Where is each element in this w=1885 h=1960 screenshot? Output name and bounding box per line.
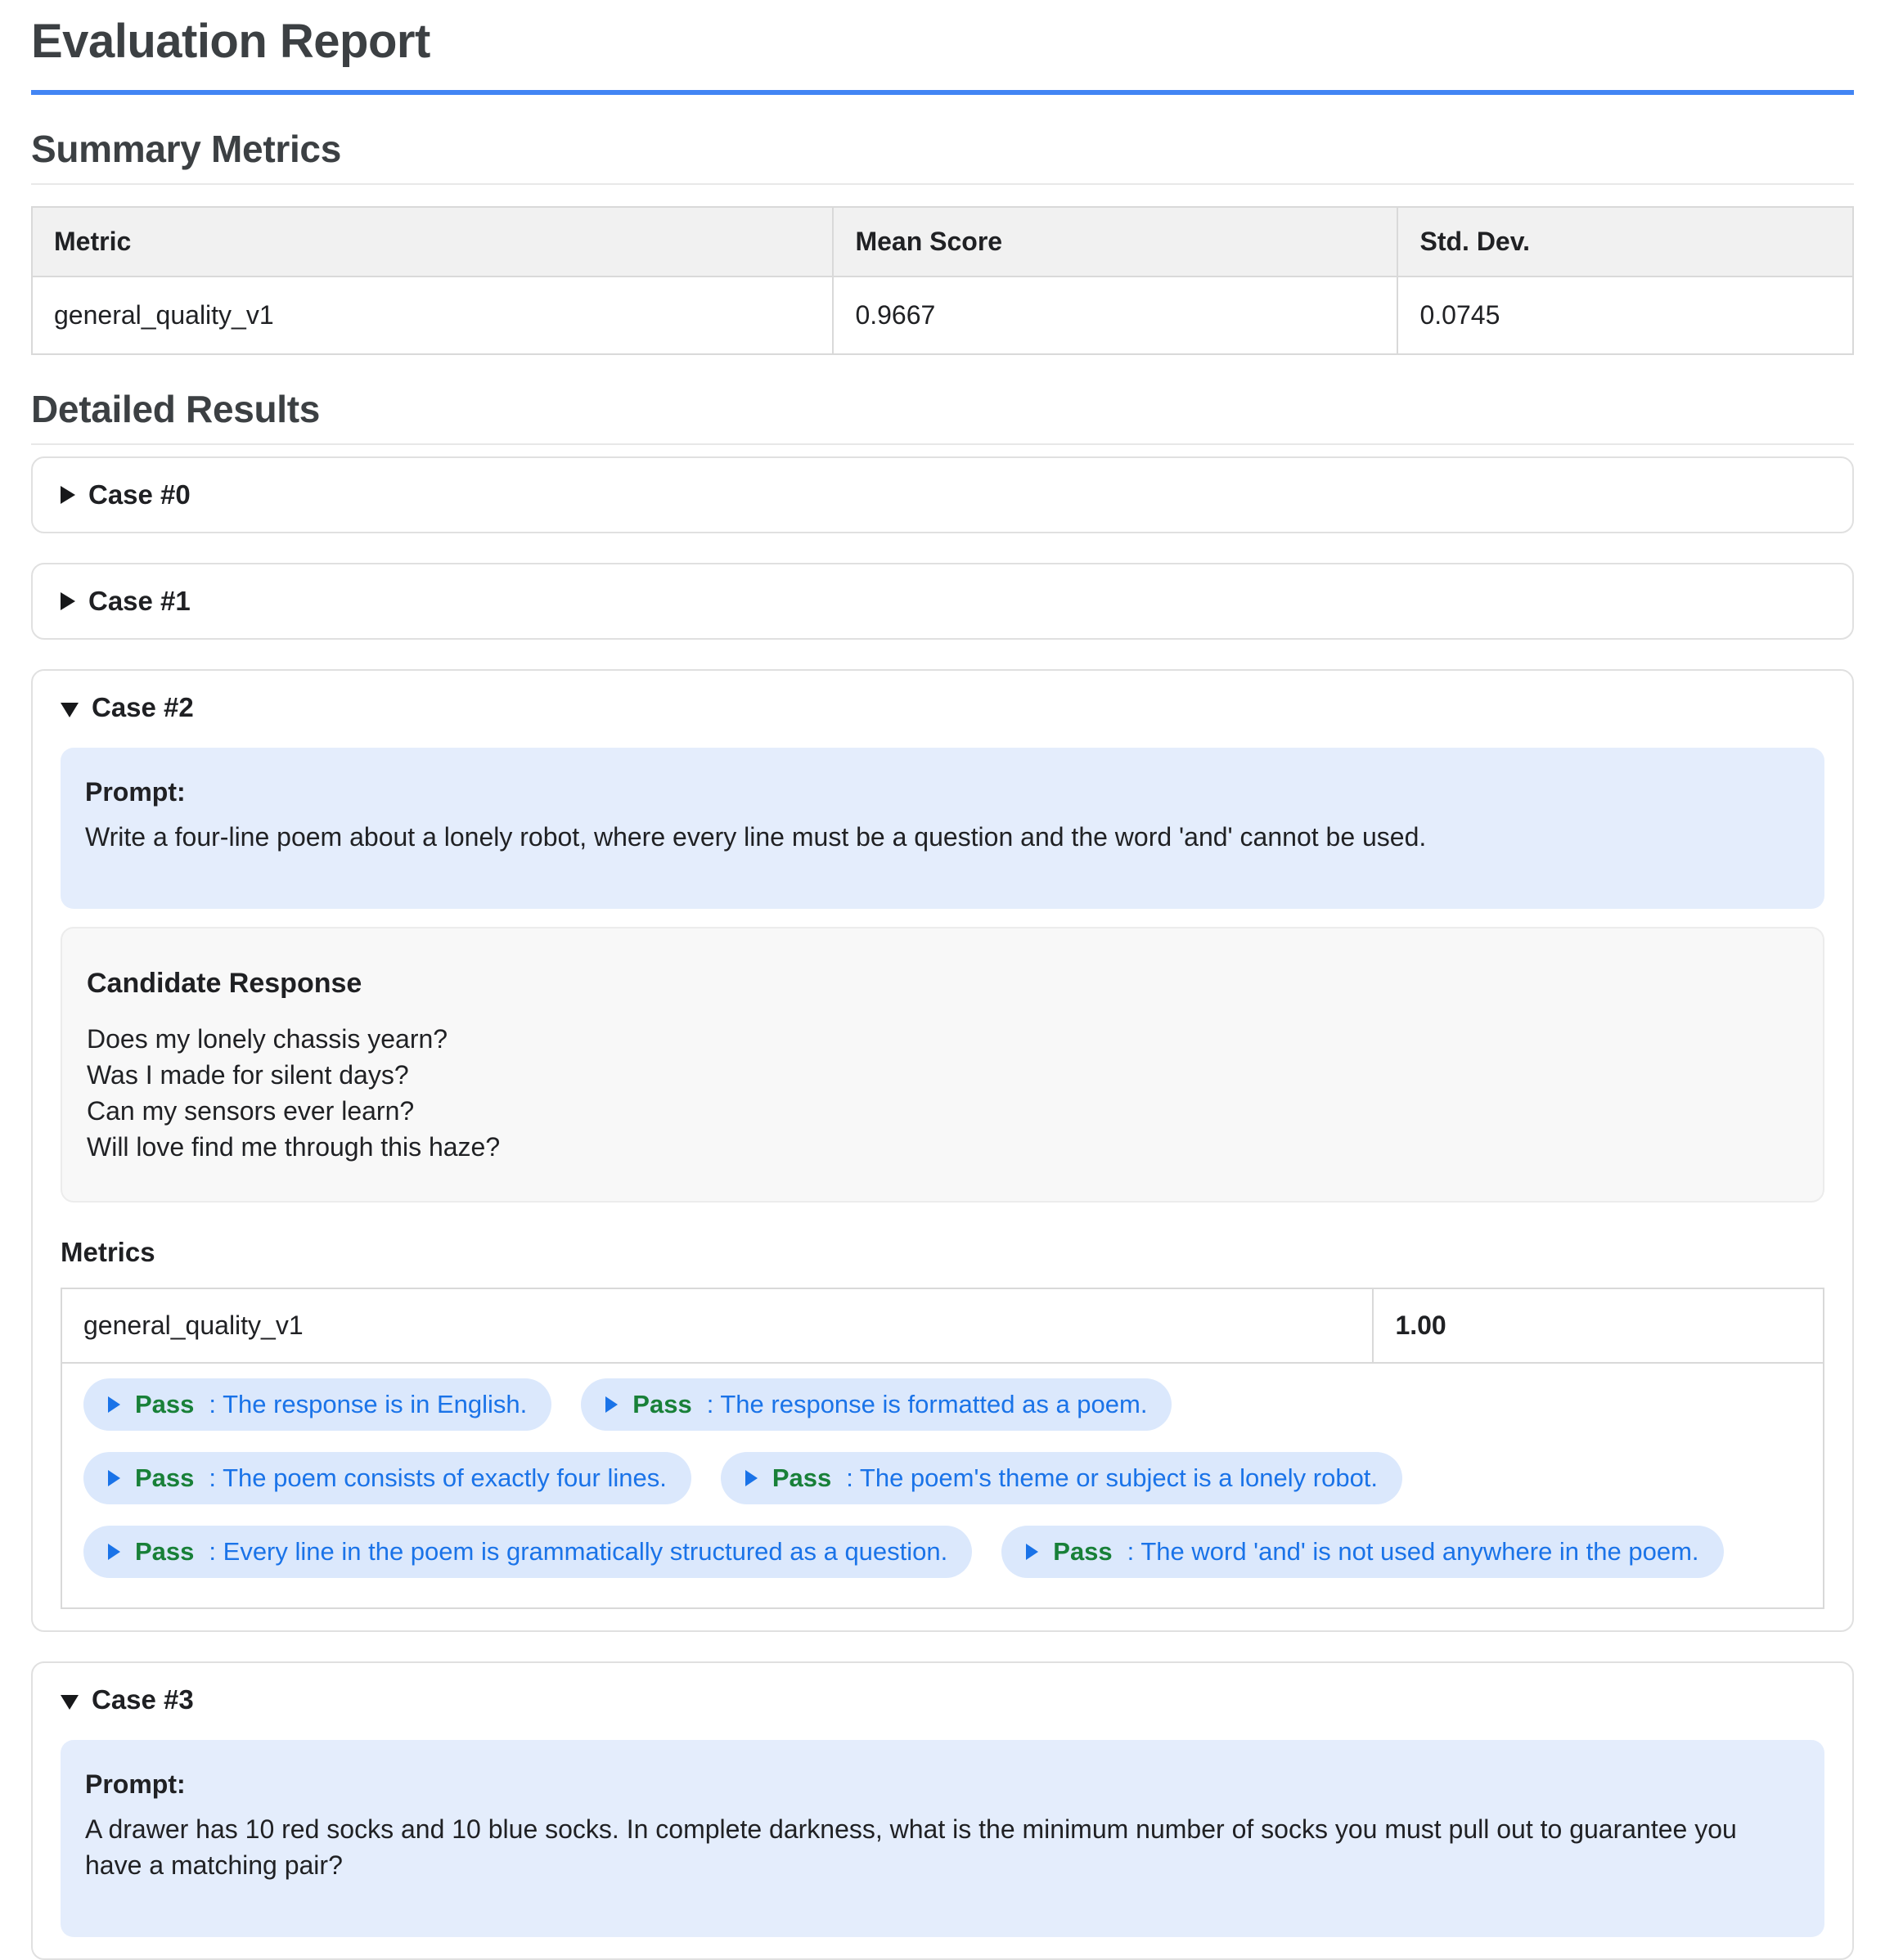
- rubric-check-chip[interactable]: [721, 1452, 1402, 1504]
- check-status: Pass: [135, 1463, 195, 1492]
- check-status: Pass: [1053, 1537, 1113, 1566]
- check-description: [209, 1537, 947, 1567]
- check-status: Pass: [772, 1463, 832, 1492]
- case-metrics-table: [61, 1288, 1824, 1609]
- poem-line: Does my lonely chassis yearn?: [87, 1024, 448, 1054]
- check-separator: :: [846, 1463, 860, 1492]
- rubric-checks: [62, 1364, 1823, 1607]
- check-text: Every line in the poem is grammatically structured as a question.: [223, 1537, 948, 1566]
- prompt-label: Prompt:: [85, 1769, 186, 1799]
- poem-line: Can my sensors ever learn?: [87, 1096, 415, 1126]
- disclosure-triangle-icon: [61, 592, 75, 610]
- check-description: [209, 1463, 666, 1493]
- summary-table-row: [32, 276, 1853, 354]
- case-metric-score: 1.00: [1372, 1289, 1823, 1362]
- case-label: Case #2: [92, 692, 194, 722]
- cases-list: [31, 456, 1854, 1960]
- case-metrics-heading: Metrics: [61, 1237, 155, 1267]
- case-0-summary[interactable]: [61, 479, 1824, 510]
- case-1-summary[interactable]: [61, 586, 1824, 617]
- candidate-response-heading: Candidate Response: [87, 968, 362, 999]
- case-card-1: [31, 563, 1854, 640]
- expand-triangle-icon: [605, 1396, 618, 1413]
- expand-triangle-icon: [745, 1470, 758, 1486]
- disclosure-triangle-icon: [61, 1695, 79, 1710]
- case-3-summary[interactable]: [61, 1684, 1824, 1715]
- detailed-results-heading: Detailed Results: [31, 386, 1854, 445]
- check-separator: :: [209, 1390, 223, 1418]
- check-separator: :: [706, 1390, 721, 1418]
- case-card-0: [31, 456, 1854, 533]
- check-text: The word 'and' is not used anywhere in the poem.: [1140, 1537, 1699, 1566]
- mean-score-cell: 0.9667: [833, 276, 1397, 354]
- check-description: [1127, 1537, 1699, 1567]
- poem-line: Was I made for silent days?: [87, 1060, 409, 1090]
- rubric-check-chip[interactable]: [83, 1526, 972, 1578]
- title-accent-divider: [31, 90, 1854, 95]
- case-label: Case #3: [92, 1684, 194, 1715]
- case-2-summary[interactable]: [61, 692, 1824, 723]
- disclosure-triangle-icon: [61, 486, 75, 504]
- case-card-2: [31, 669, 1854, 1632]
- check-status: Pass: [632, 1390, 692, 1418]
- std-dev-cell: 0.0745: [1397, 276, 1853, 354]
- expand-triangle-icon: [108, 1470, 120, 1486]
- report-page: [0, 13, 1885, 1960]
- check-status: Pass: [135, 1390, 195, 1418]
- check-text: The poem consists of exactly four lines.: [223, 1463, 667, 1492]
- check-text: The poem's theme or subject is a lonely robot.: [859, 1463, 1379, 1492]
- prompt-text: A drawer has 10 red socks and 10 blue socks. In complete darkness, what is the minimum number of socks you must pull out to guarantee you have a matching pair?: [85, 1814, 1737, 1880]
- case-metric-row: [62, 1289, 1823, 1364]
- check-description: [209, 1390, 527, 1419]
- check-description: [846, 1463, 1378, 1493]
- prompt-text: Write a four-line poem about a lonely robot, where every line must be a question and the word 'and' cannot be used.: [85, 822, 1427, 852]
- column-header-std-dev: Std. Dev.: [1397, 207, 1853, 276]
- summary-metrics-heading: Summary Metrics: [31, 126, 1854, 185]
- disclosure-triangle-icon: [61, 703, 79, 717]
- summary-metrics-table: [31, 206, 1854, 355]
- check-text: The response is in English.: [223, 1390, 528, 1418]
- check-status: Pass: [135, 1537, 195, 1566]
- summary-table-header-row: [32, 207, 1853, 276]
- case-label: Case #1: [88, 586, 191, 616]
- metric-name-cell: general_quality_v1: [32, 276, 833, 354]
- column-header-metric: Metric: [32, 207, 833, 276]
- case-metric-name: general_quality_v1: [83, 1310, 304, 1340]
- poem-line: Will love find me through this haze?: [87, 1132, 501, 1162]
- candidate-response-box: [61, 927, 1824, 1203]
- rubric-check-chip[interactable]: [83, 1378, 551, 1431]
- case-label: Case #0: [88, 479, 191, 510]
- column-header-mean-score: Mean Score: [833, 207, 1397, 276]
- prompt-box: [61, 1740, 1824, 1937]
- rubric-check-chip[interactable]: [581, 1378, 1172, 1431]
- rubric-check-chip[interactable]: [83, 1452, 691, 1504]
- check-separator: :: [209, 1463, 223, 1492]
- check-text: The response is formatted as a poem.: [720, 1390, 1148, 1418]
- check-separator: :: [1127, 1537, 1141, 1566]
- prompt-label: Prompt:: [85, 777, 186, 807]
- expand-triangle-icon: [108, 1396, 120, 1413]
- expand-triangle-icon: [108, 1544, 120, 1560]
- expand-triangle-icon: [1026, 1544, 1038, 1560]
- check-description: [707, 1390, 1148, 1419]
- rubric-check-chip[interactable]: [1001, 1526, 1723, 1578]
- case-card-3: [31, 1661, 1854, 1960]
- candidate-response-text: [87, 1021, 1798, 1165]
- check-separator: :: [209, 1537, 223, 1566]
- page-title: Evaluation Report: [31, 15, 430, 68]
- prompt-box: [61, 748, 1824, 909]
